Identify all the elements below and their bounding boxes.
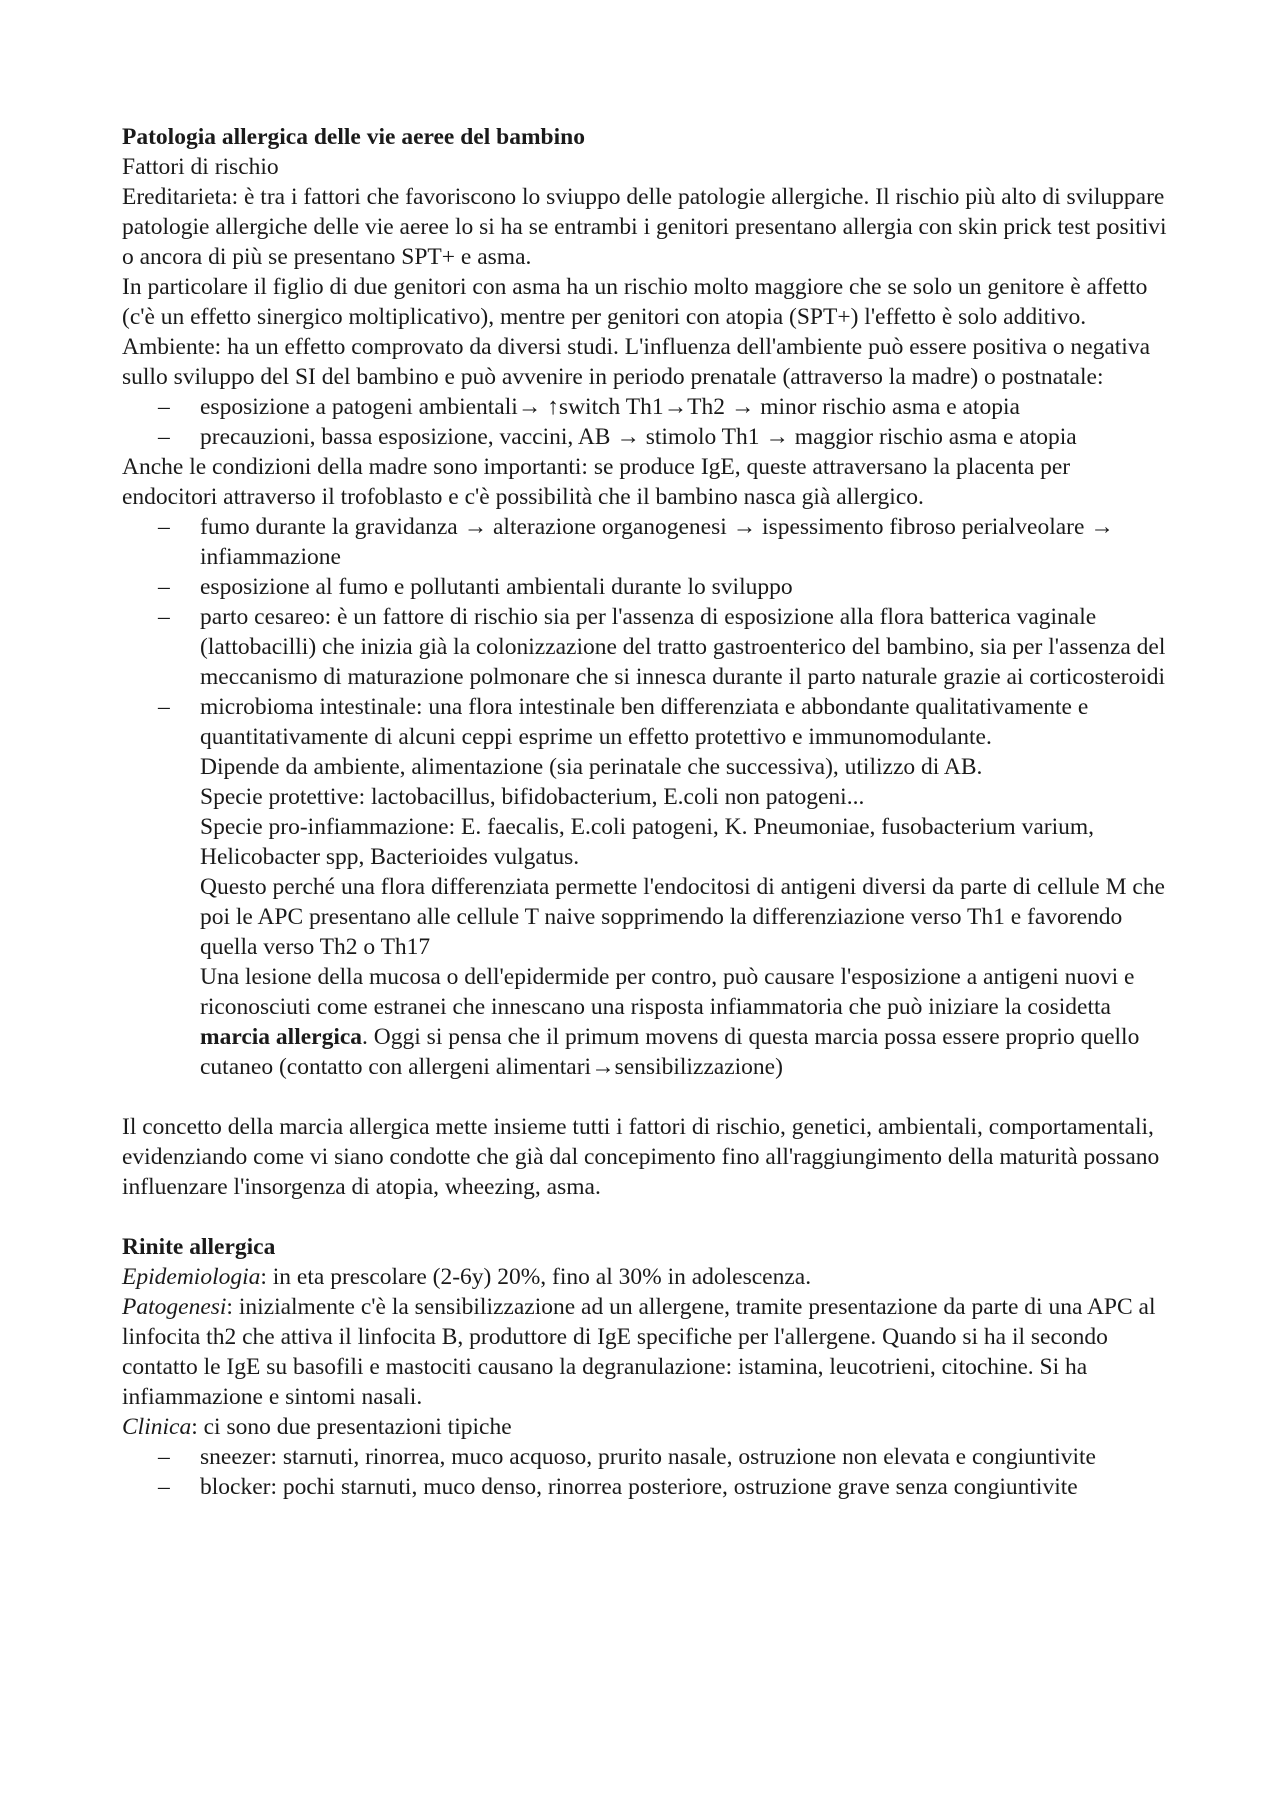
section-title-rinite: Rinite allergica bbox=[122, 1234, 276, 1260]
list-item: – fumo durante la gravidanza → alterazione organogenesi → ispessimento fibroso perialveolare → infiammazione bbox=[200, 512, 1170, 572]
list-item: – parto cesareo: è un fattore di rischio sia per l'assenza di esposizione alla flora batterica vaginale (lattobacilli) che inizia già la colonizzazione del tratto gastroenterico del bambino, sia per l'assenza del meccanismo di maturazione polmonare che si innesca durante il parto naturale grazie ai corticosteroidi bbox=[200, 602, 1170, 692]
microbioma-dipende: Dipende da ambiente, alimentazione (sia perinatale che successiva), utilizzo di AB. bbox=[200, 754, 983, 780]
list-item: – precauzioni, bassa esposizione, vaccini, AB → stimolo Th1 → maggior rischio asma e atopia bbox=[200, 422, 1170, 452]
epidemiologia-text: : in eta prescolare (2-6y) 20%, fino al 30% in adolescenza. bbox=[260, 1264, 812, 1290]
spacer bbox=[122, 1082, 1170, 1112]
marcia-text-b: . Oggi si pensa che il primum movens di questa marcia possa essere proprio quello cutaneo (contatto con allergeni alimentari→sensibilizzazione) bbox=[200, 1024, 1140, 1080]
paragraph-clinica bbox=[122, 1412, 1170, 1442]
patogenesi-text: : inizialmente c'è la sensibilizzazione ad un allergene, tramite presentazione da parte di una APC al linfocita th2 che attiva il linfocita B, produttore di IgE specifiche per l'allergene. Quando si ha il secondo contatto le IgE su basofili e mastociti causano la degranulazione: istamina, leucotrieni, citochine. Si ha infiammazione e sintomi nasali. bbox=[122, 1294, 1156, 1410]
paragraph-patogenesi bbox=[122, 1292, 1170, 1412]
list-item: – sneezer: starnuti, rinorrea, muco acquoso, prurito nasale, ostruzione non elevata e congiuntivite bbox=[200, 1442, 1170, 1472]
paragraph-ereditarieta: Ereditarieta: è tra i fattori che favoriscono lo sviuppo delle patologie allergiche. Il rischio più alto di sviluppare patologie allergiche delle vie aeree lo si ha se entrambi i genitori presentano allergia con skin prick test positivi o ancora di più se presentano SPT+ e asma. bbox=[122, 184, 1167, 270]
list-item-microbioma bbox=[200, 692, 1170, 1082]
clinical-presentations-list bbox=[122, 1442, 1170, 1502]
paragraph-epidemiologia bbox=[122, 1262, 1170, 1292]
paragraph-genitori: In particolare il figlio di due genitori con asma ha un rischio molto maggiore che se solo un genitore è affetto (c'è un effetto sinergico moltiplicativo), mentre per genitori con atopia (SPT+) l'effetto è solo additivo. bbox=[122, 274, 1148, 330]
paragraph-madre: Anche le condizioni della madre sono importanti: se produce IgE, queste attraversano la placenta per endocitori attraverso il trofoblasto e c'è possibilità che il bambino nasca già allergico. bbox=[122, 454, 1071, 510]
marcia-allergica-paragraph bbox=[200, 962, 1170, 1082]
list-item: – esposizione al fumo e pollutanti ambientali durante lo sviluppo bbox=[200, 572, 1170, 602]
environment-list bbox=[122, 392, 1170, 452]
marcia-text-a: Una lesione della mucosa o dell'epidermide per contro, può causare l'esposizione a antigeni nuovi e riconosciuti come estranei che innescano una risposta infiammatoria che può iniziare la cosidetta bbox=[200, 964, 1135, 1020]
epidemiologia-label: Epidemiologia bbox=[122, 1264, 261, 1290]
microbioma-protettive: Specie protettive: lactobacillus, bifidobacterium, E.coli non patogeni... bbox=[200, 784, 865, 810]
microbioma-text: – microbioma intestinale: una flora intestinale ben differenziata e abbondante qualitativamente e quantitativamente di alcuni ceppi esprime un effetto protettivo e immunomodulante. bbox=[200, 694, 1089, 750]
list-item: – blocker: pochi starnuti, muco denso, rinorrea posteriore, ostruzione grave senza congiuntivite bbox=[200, 1472, 1170, 1502]
patogenesi-label: Patogenesi bbox=[122, 1294, 227, 1320]
paragraph-ambiente: Ambiente: ha un effetto comprovato da diversi studi. L'influenza dell'ambiente può essere positiva o negativa sullo sviluppo del SI del bambino e può avvenire in periodo prenatale (attraverso la madre) o postnatale: bbox=[122, 334, 1151, 390]
list-item: – esposizione a patogeni ambientali→ ↑switch Th1→Th2 → minor rischio asma e atopia bbox=[200, 392, 1170, 422]
spacer bbox=[122, 1202, 1170, 1232]
section-title: Patologia allergica delle vie aeree del bambino bbox=[122, 124, 585, 150]
marcia-allergica-bold: marcia allergica bbox=[200, 1024, 363, 1050]
clinica-label: Clinica bbox=[122, 1414, 192, 1440]
microbioma-proinfiammazione: Specie pro-infiammazione: E. faecalis, E.coli patogeni, K. Pneumoniae, fusobacterium varium, Helicobacter spp, Bacterioides vulgatus. bbox=[200, 814, 1095, 870]
section-subtitle: Fattori di rischio bbox=[122, 154, 279, 180]
microbioma-spiegazione: Questo perché una flora differenziata permette l'endocitosi di antigeni diversi da parte di cellule M che poi le APC presentano alle cellule T naive sopprimendo la differenziazione verso Th1 e favorendo quella verso Th2 o Th17 bbox=[200, 874, 1165, 960]
paragraph-concetto: Il concetto della marcia allergica mette insieme tutti i fattori di rischio, genetici, ambientali, comportamentali, evidenziando come vi siano condotte che già dal concepimento fino all'raggiungimento della maturità possano influenzare l'insorgenza di atopia, wheezing, asma. bbox=[122, 1114, 1160, 1200]
clinica-text: : ci sono due presentazioni tipiche bbox=[191, 1414, 512, 1440]
risk-factor-list bbox=[122, 512, 1170, 1082]
